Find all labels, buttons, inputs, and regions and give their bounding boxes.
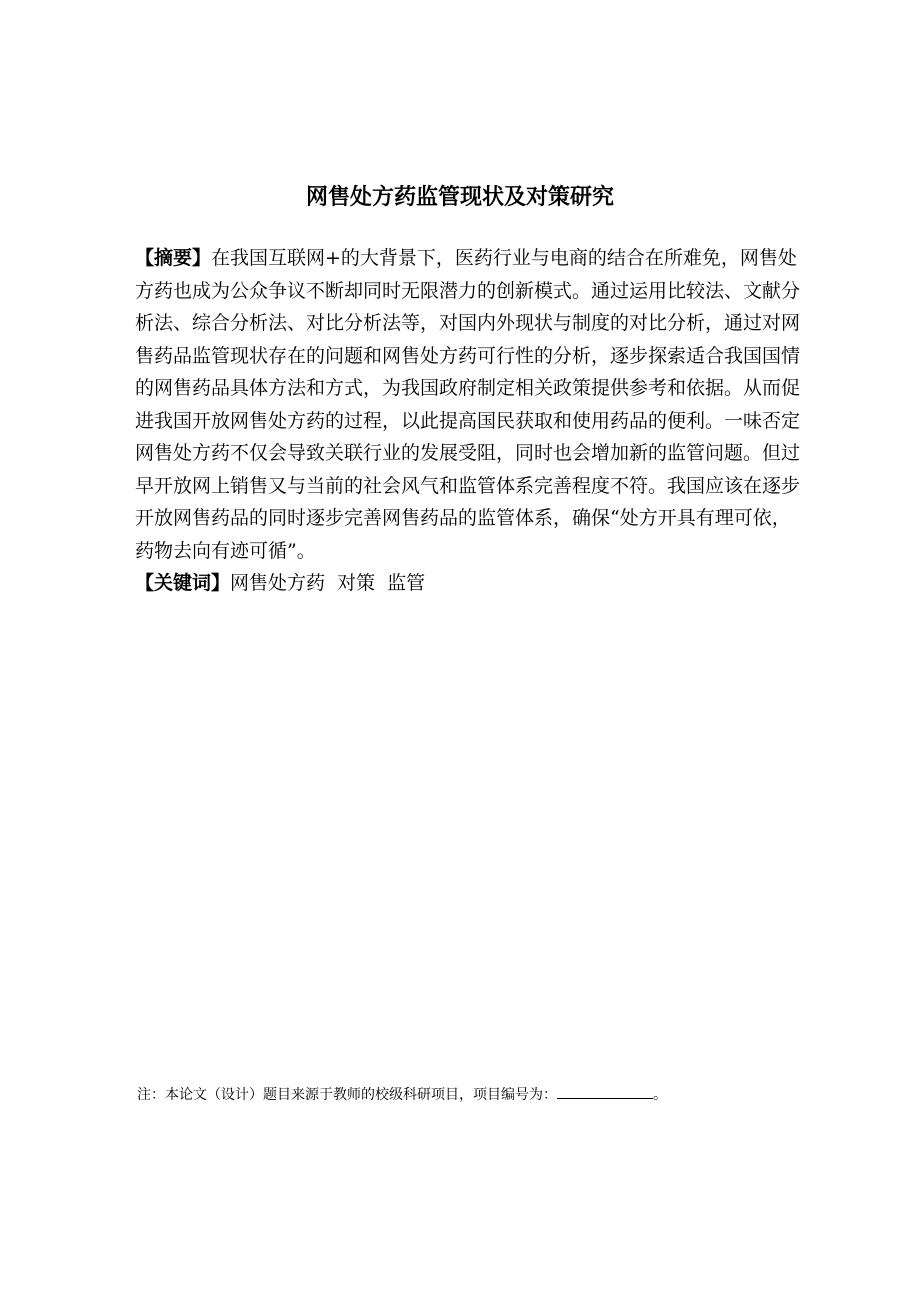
project-number-blank bbox=[557, 1084, 653, 1099]
keywords-line bbox=[135, 569, 787, 602]
page-title: 网售处方药监管现状及对策研究 bbox=[305, 185, 614, 210]
footnote bbox=[137, 1084, 667, 1104]
keywords-label: 【关键词】 bbox=[135, 572, 231, 594]
keywords-text: 网售处方药 对策 监管 bbox=[230, 572, 426, 594]
abstract-line bbox=[135, 244, 797, 277]
footnote-text: 注：本论文（设计）题目来源于教师的校级科研项目，项目编号为： bbox=[137, 1087, 557, 1103]
abstract-label: 【摘要】 bbox=[135, 247, 212, 269]
abstract-line: 网售处方药不仅会导致关联行业的发展受阻，同时也会增加新的监管问题。但过 bbox=[135, 442, 801, 464]
abstract-line: 进我国开放网售处方药的过程，以此提高国民获取和使用药品的便利。一味否定 bbox=[135, 409, 801, 432]
abstract-line: 的网售药品具体方法和方式，为我国政府制定相关政策提供参考和依据。从而促 bbox=[135, 377, 801, 399]
abstract-line: 析法、综合分析法、对比分析法等，对国内外现状与制度的对比分析，通过对网 bbox=[135, 312, 801, 334]
abstract-line: 药物去向有迹可循”。 bbox=[135, 539, 316, 562]
abstract-line: 售药品监管现状存在的问题和网售处方药可行性的分析，逐步探索适合我国国情 bbox=[135, 344, 801, 367]
abstract-line: 方药也成为公众争议不断却同时无限潜力的创新模式。通过运用比较法、文献分 bbox=[135, 279, 801, 302]
abstract-section bbox=[135, 244, 801, 602]
footnote-end: 。 bbox=[653, 1087, 667, 1103]
abstract-line: 开放网售药品的同时逐步完善网售药品的监管体系，确保“处方开具有理可依， bbox=[135, 507, 791, 529]
abstract-text: 在我国互联网+的大背景下，医药行业与电商的结合在所难免，网售处 bbox=[211, 247, 797, 269]
abstract-line: 早开放网上销售又与当前的社会风气和监管体系完善程度不符。我国应该在逐步 bbox=[135, 474, 801, 497]
